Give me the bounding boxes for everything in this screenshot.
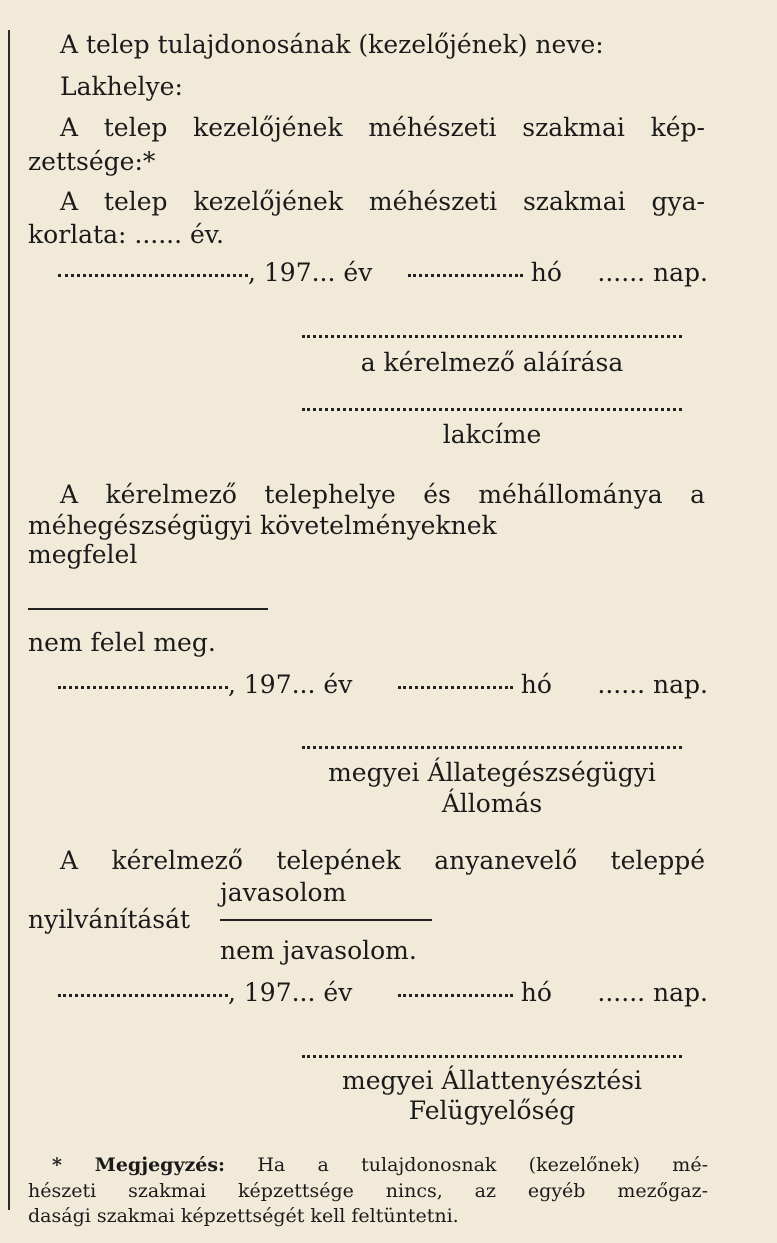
owner-name-label: A telep tulajdonosának (kezelőjének) neve:	[60, 30, 604, 59]
footnote-line-1	[52, 1153, 708, 1178]
recommend-label: nyilvánítását	[28, 905, 191, 934]
station-line-1: megyei Állategészségügyi	[328, 758, 656, 787]
date-year-1: , 197... év	[248, 258, 373, 287]
date-day-3: ...... nap.	[597, 978, 708, 1007]
compliance-line-2: méhegészségügyi követelményeknek	[28, 511, 497, 540]
compliance-line-1: A kérelmező telephelye és méhállománya a	[60, 480, 705, 509]
signature-line	[302, 335, 682, 338]
date-month-1: hó	[530, 258, 562, 287]
recommend-line-1: A kérelmező telepének anyanevelő teleppé	[60, 846, 705, 875]
compliance-option-yes: megfelel	[28, 540, 138, 569]
date-year-3: , 197... év	[228, 978, 353, 1007]
qualification-line-1: A telep kezelőjének méhészeti szakmai kép-	[60, 113, 705, 142]
authority-line-2: Felügyelőség	[408, 1096, 576, 1125]
footnote-line-2: hészeti szakmai képzettsége nincs, az egyéb mezőgaz-	[28, 1180, 708, 1202]
footnote-line-3: dasági szakmai képzettségét kell feltüntetni.	[28, 1205, 459, 1227]
station-signature-line	[302, 746, 682, 749]
date-year-2: , 197... év	[228, 670, 353, 699]
date-field-2	[58, 670, 708, 700]
address-line	[302, 408, 682, 411]
station-line-2: Állomás	[441, 789, 543, 818]
date-field-3	[58, 978, 708, 1008]
signature-caption: a kérelmező aláírása	[360, 348, 624, 377]
recommend-option-yes: javasolom	[220, 878, 347, 907]
compliance-option-no: nem felel meg.	[28, 628, 216, 657]
date-month-3: hó	[520, 978, 552, 1007]
strike-rule-2	[220, 919, 432, 921]
place-blank-2	[58, 686, 228, 689]
left-margin-line	[8, 30, 10, 1210]
address-caption: lakcíme	[442, 420, 542, 449]
qualification-line-2: zettsége:*	[28, 147, 156, 176]
authority-line-1: megyei Állattenyésztési	[342, 1066, 642, 1095]
date-day-1: ...... nap.	[597, 258, 708, 287]
place-blank-1	[58, 274, 248, 277]
year-blank-1	[408, 274, 523, 277]
recommend-option-no: nem javasolom.	[220, 936, 417, 965]
year-blank-2	[398, 686, 513, 689]
date-month-2: hó	[520, 670, 552, 699]
residence-label: Lakhelye:	[60, 72, 183, 101]
footnote-label: * Megjegyzés:	[52, 1154, 226, 1176]
date-field-1	[58, 258, 708, 288]
authority-signature-line	[302, 1055, 682, 1058]
practice-line-2: korlata: ...... év.	[28, 220, 224, 249]
date-day-2: ...... nap.	[597, 670, 708, 699]
practice-line-1: A telep kezelőjének méhészeti szakmai gya-	[60, 187, 705, 216]
place-blank-3	[58, 994, 228, 997]
strike-rule-1	[28, 608, 268, 610]
year-blank-3	[398, 994, 513, 997]
footnote-line-1-text: Ha a tulajdonosnak (kezelőnek) mé-	[257, 1154, 708, 1176]
